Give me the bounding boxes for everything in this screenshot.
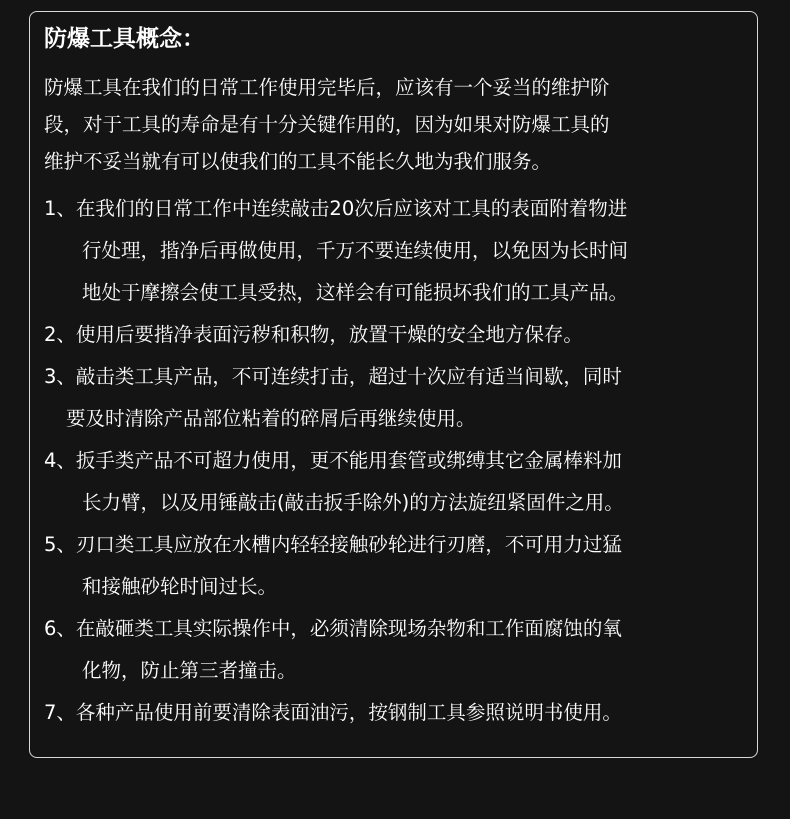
list-item-text: 6、在敲砸类工具实际操作中，必须清除现场杂物和工作面腐蚀的氧 xyxy=(44,617,622,640)
list-item-3 xyxy=(44,356,743,440)
list-item-text: 7、各种产品使用前要清除表面油污，按钢制工具参照说明书使用。 xyxy=(44,701,622,724)
intro-paragraph xyxy=(44,69,744,180)
intro-line: 防爆工具在我们的日常工作使用完毕后，应该有一个妥当的维护阶 xyxy=(44,76,610,99)
maintenance-list xyxy=(44,188,743,734)
list-item-6 xyxy=(44,608,743,692)
list-item-text: 5、刃口类工具应放在水槽内轻轻接触砂轮进行刃磨，不可用力过猛 xyxy=(44,533,622,556)
intro-line: 维护不妥当就有可以使我们的工具不能长久地为我们服务。 xyxy=(44,150,552,173)
list-item-continuation: 地处于摩擦会使工具受热，这样会有可能损坏我们的工具产品。 xyxy=(82,281,629,304)
list-item-continuation: 行处理，揩净后再做使用，千万不要连续使用，以免因为长时间 xyxy=(82,239,629,262)
list-item-continuation: 和接触砂轮时间过长。 xyxy=(82,575,278,598)
page-title: 防爆工具概念： xyxy=(44,26,205,52)
list-item-2 xyxy=(44,314,743,356)
list-item-1 xyxy=(44,188,743,314)
list-item-text: 2、使用后要揩净表面污秽和积物，放置干燥的安全地方保存。 xyxy=(44,323,583,346)
list-item-text: 4、扳手类产品不可超力使用，更不能用套管或绑缚其它金属棒料加 xyxy=(44,449,622,472)
intro-line: 段，对于工具的寿命是有十分关键作用的，因为如果对防爆工具的 xyxy=(44,113,610,136)
list-item-4 xyxy=(44,440,743,524)
list-item-continuation: 要及时清除产品部位粘着的碎屑后再继续使用。 xyxy=(66,407,476,430)
list-item-continuation: 长力臂，以及用锤敲击(敲击扳手除外)的方法旋纽紧固件之用。 xyxy=(82,491,624,514)
list-item-7 xyxy=(44,692,743,734)
list-item-continuation: 化物，防止第三者撞击。 xyxy=(82,659,297,682)
list-item-text: 3、敲击类工具产品，不可连续打击，超过十次应有适当间歇，同时 xyxy=(44,365,622,388)
content-panel xyxy=(29,11,758,758)
list-item-5 xyxy=(44,524,743,608)
list-item-text: 1、在我们的日常工作中连续敲击20次后应该对工具的表面附着物进 xyxy=(44,197,628,220)
